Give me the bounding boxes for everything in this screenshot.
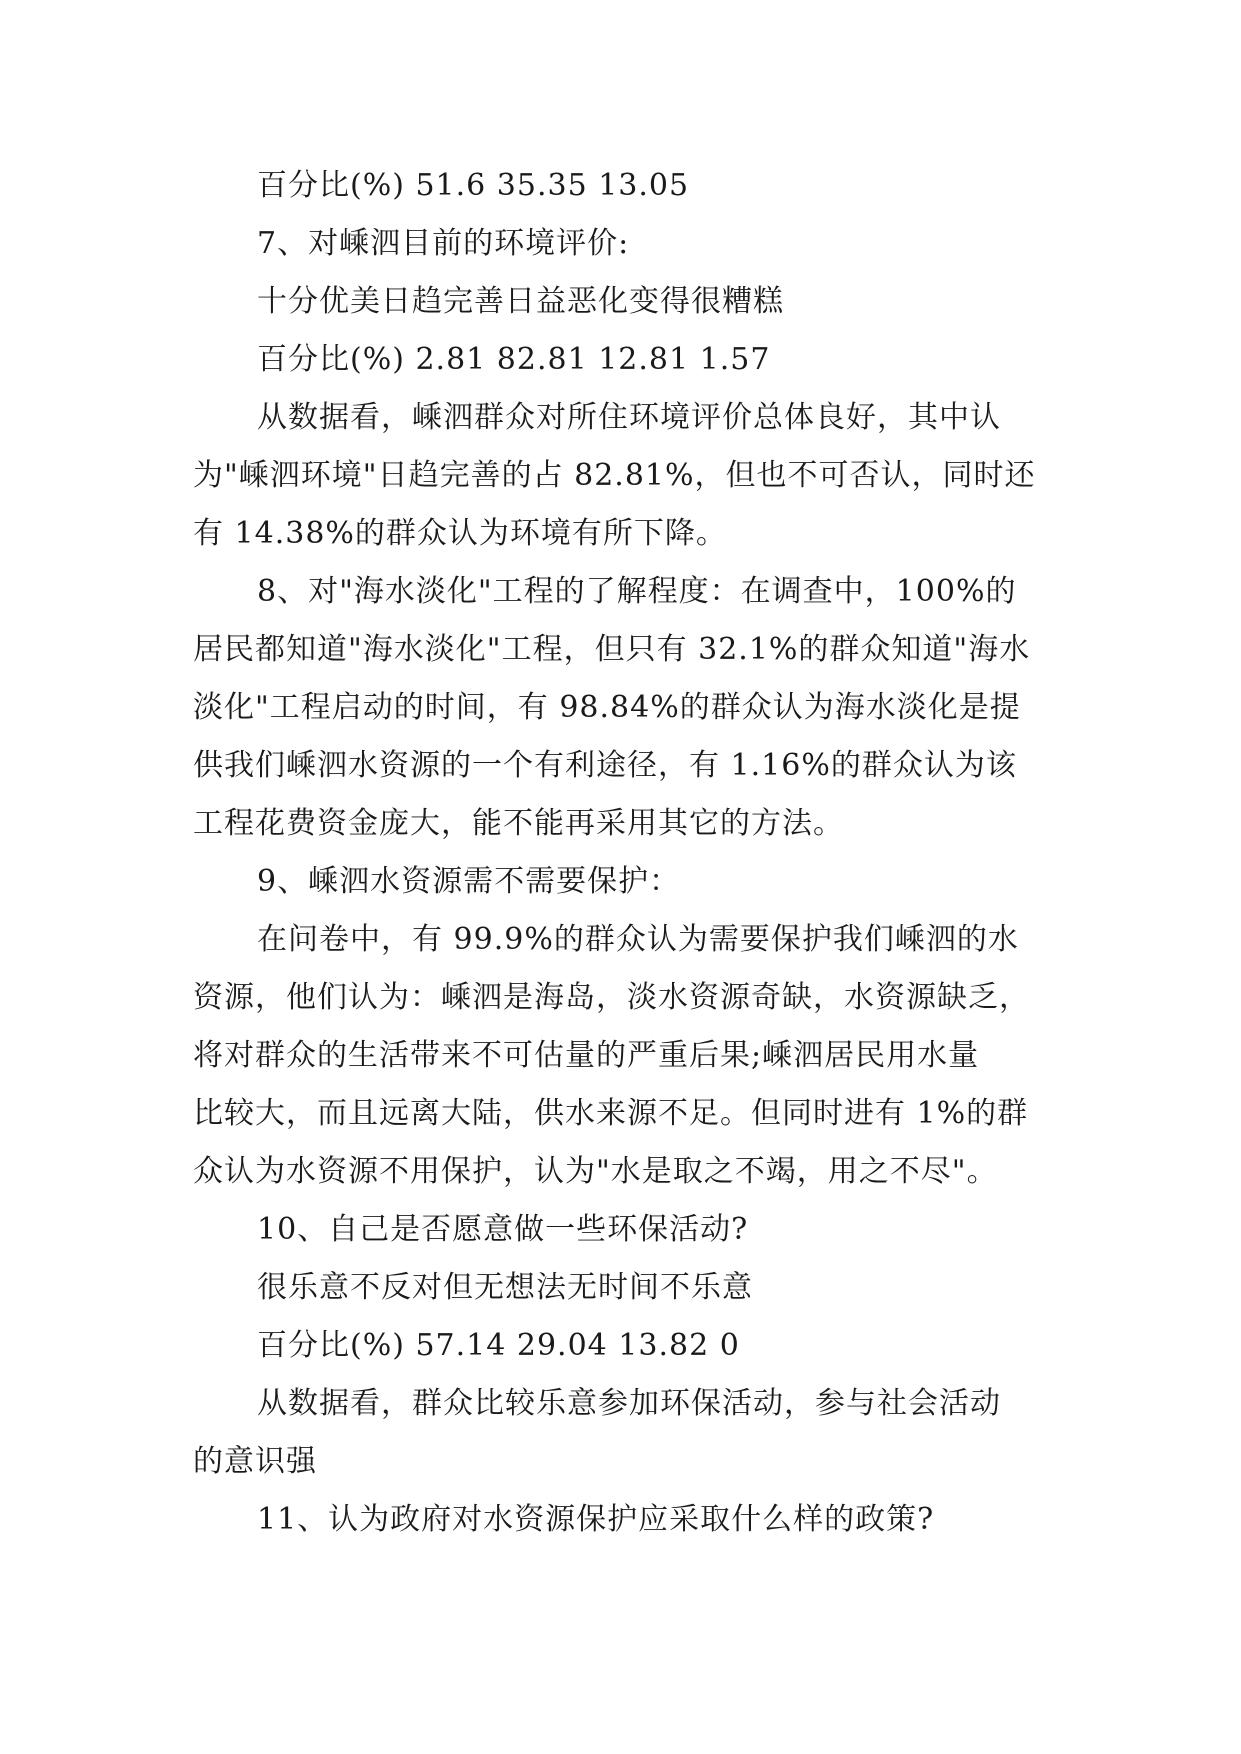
text-line: 从数据看，嵊泗群众对所住环境评价总体良好，其中认 <box>257 400 1001 435</box>
text-line: 11、认为政府对水资源保护应采取什么样的政策? <box>257 1502 935 1537</box>
text-line: 工程花费资金庞大，能不能再采用其它的方法。 <box>193 806 844 841</box>
text-line: 为"嵊泗环境"日趋完善的占 82.81%，但也不可否认，同时还 <box>193 458 1036 493</box>
text-line: 供我们嵊泗水资源的一个有利途径，有 1.16%的群众认为该 <box>193 748 1017 783</box>
text-line: 资源，他们认为：嵊泗是海岛，淡水资源奇缺，水资源缺乏， <box>193 980 1030 1015</box>
text-line: 从数据看，群众比较乐意参加环保活动，参与社会活动 <box>257 1386 1001 1421</box>
text-line: 百分比(%) 57.14 29.04 13.82 0 <box>257 1328 740 1363</box>
text-line: 9、嵊泗水资源需不需要保护： <box>257 864 681 899</box>
text-line: 8、对"海水淡化"工程的了解程度：在调查中，100%的 <box>257 574 1017 609</box>
text-line: 10、自己是否愿意做一些环保活动? <box>257 1212 749 1247</box>
text-line: 很乐意不反对但无想法无时间不乐意 <box>257 1270 753 1305</box>
text-line: 居民都知道"海水淡化"工程，但只有 32.1%的群众知道"海水 <box>193 632 1031 667</box>
text-line: 众认为水资源不用保护，认为"水是取之不竭，用之不尽"。 <box>193 1154 998 1189</box>
text-line: 百分比(%) 2.81 82.81 12.81 1.57 <box>257 342 771 377</box>
text-line: 有 14.38%的群众认为环境有所下降。 <box>193 516 727 551</box>
text-line: 比较大，而且远离大陆，供水来源不足。但同时进有 1%的群 <box>193 1096 1029 1131</box>
text-line: 将对群众的生活带来不可估量的严重后果;嵊泗居民用水量 <box>193 1038 980 1073</box>
text-line: 百分比(%) 51.6 35.35 13.05 <box>257 168 690 203</box>
text-line: 的意识强 <box>193 1444 317 1479</box>
text-line: 7、对嵊泗目前的环境评价: <box>257 226 630 261</box>
text-line: 十分优美日趋完善日益恶化变得很糟糕 <box>257 284 784 319</box>
text-line: 在问卷中，有 99.9%的群众认为需要保护我们嵊泗的水 <box>257 922 1019 957</box>
text-line: 淡化"工程启动的时间，有 98.84%的群众认为海水淡化是提 <box>193 690 1021 725</box>
